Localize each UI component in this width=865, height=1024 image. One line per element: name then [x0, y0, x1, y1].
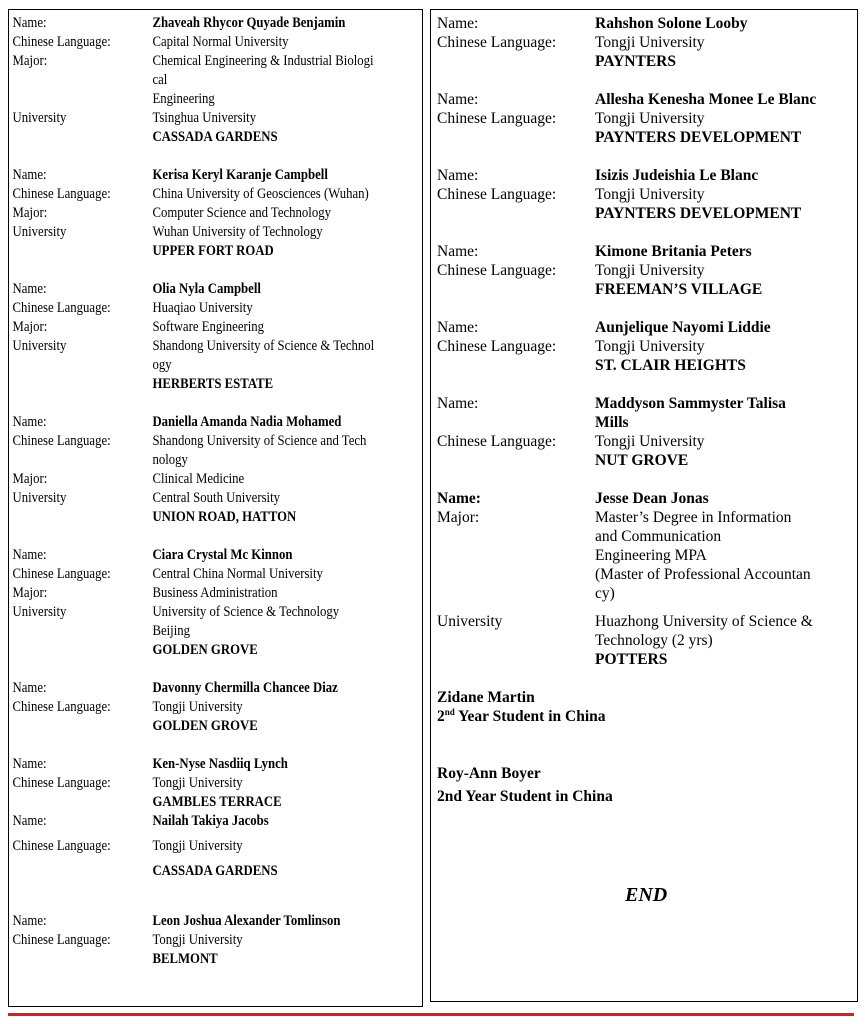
university-value: Wuhan University of Technology	[152, 224, 323, 240]
home-area: CASSADA GARDENS	[152, 863, 278, 879]
home-area: UPPER FORT ROAD	[152, 243, 274, 259]
student-entry	[9, 912, 415, 969]
major-value: Business Administration	[152, 585, 278, 601]
name-label: Name:	[12, 756, 47, 772]
major-label: Major:	[12, 205, 48, 221]
chinese-language-label: Chinese Language:	[12, 34, 111, 50]
chinese-language-label: Chinese Language:	[12, 300, 111, 316]
student-entry	[431, 166, 857, 223]
chinese-language-label: Chinese Language:	[437, 338, 557, 355]
chinese-language-university: Tongji University	[595, 433, 705, 450]
home-area: UNION ROAD, HATTON	[152, 509, 297, 525]
chinese-language-label: Chinese Language:	[437, 110, 557, 127]
chinese-language-university: Tongji University	[595, 262, 705, 279]
university-value: Shandong University of Science & Technol ogy	[152, 338, 375, 373]
student-entry	[431, 489, 857, 669]
name-label: Name:	[437, 15, 479, 32]
student-name: Allesha Kenesha Monee Le Blanc	[595, 91, 817, 108]
chinese-language-university: Tongji University	[595, 34, 705, 51]
student-entry	[9, 812, 415, 881]
student-name: Ken-Nyse Nasdiiq Lynch	[152, 756, 288, 772]
chinese-language-label: Chinese Language:	[437, 262, 557, 279]
home-area: POTTERS	[595, 651, 668, 668]
name-label: Name:	[12, 15, 47, 31]
major-value: Master’s Degree in Information and Communication Engineering MPA (Master of Professional Accountan cy)	[595, 509, 811, 602]
student-entry	[9, 546, 415, 660]
chinese-language-university: Shandong University of Science and Tech nology	[152, 433, 367, 468]
home-area: HERBERTS ESTATE	[152, 376, 274, 392]
chinese-language-label: Chinese Language:	[437, 433, 557, 450]
student-name: Rahshon Solone Looby	[595, 15, 748, 32]
home-area: GAMBLES TERRACE	[152, 794, 282, 810]
chinese-language-label: Chinese Language:	[12, 566, 111, 582]
student-entry	[431, 14, 857, 71]
student-name: Maddyson Sammyster Talisa Mills	[595, 395, 786, 431]
student-entry	[9, 280, 415, 394]
student-name: Roy-Ann Boyer	[437, 765, 541, 782]
name-label: Name:	[12, 414, 47, 430]
student-year: 2nd Year Student in China	[437, 788, 613, 805]
chinese-language-label: Chinese Language:	[12, 838, 111, 854]
chinese-language-label: Chinese Language:	[12, 775, 111, 791]
student-entry	[431, 318, 857, 375]
chinese-language-label: Chinese Language:	[12, 186, 111, 202]
chinese-language-university: Tongji University	[595, 186, 705, 203]
chinese-language-label: Chinese Language:	[12, 932, 111, 948]
university-value: University of Science & Technology Beijing	[152, 604, 340, 639]
chinese-language-label: Chinese Language:	[12, 699, 111, 715]
footer-rule	[8, 1013, 854, 1016]
end-marker: END	[625, 884, 668, 906]
left-column-content	[9, 14, 415, 969]
roy-ann-entry	[431, 764, 857, 806]
major-value: Clinical Medicine	[152, 471, 245, 487]
home-area: GOLDEN GROVE	[152, 718, 258, 734]
left-column	[8, 9, 423, 1007]
chinese-language-label: Chinese Language:	[437, 34, 557, 51]
chinese-language-university: China University of Geosciences (Wuhan)	[152, 186, 369, 202]
name-label: Name:	[12, 167, 47, 183]
home-area: GOLDEN GROVE	[152, 642, 258, 658]
student-entry	[9, 413, 415, 527]
name-label: Name:	[12, 813, 47, 829]
university-label: University	[12, 490, 67, 506]
student-name: Kimone Britania Peters	[595, 243, 752, 260]
name-label: Name:	[437, 91, 479, 108]
home-area: FREEMAN’S VILLAGE	[595, 281, 763, 298]
student-entry	[431, 394, 857, 470]
right-column	[430, 9, 858, 1002]
chinese-language-university: Central China Normal University	[152, 566, 323, 582]
major-label: Major:	[437, 509, 480, 526]
student-name: Leon Joshua Alexander Tomlinson	[152, 913, 341, 929]
major-label: Major:	[12, 471, 48, 487]
major-value: Computer Science and Technology	[152, 205, 331, 221]
major-label: Major:	[12, 319, 48, 335]
name-label: Name:	[12, 547, 47, 563]
university-value: Huazhong University of Science & Technology (2 yrs)	[595, 613, 813, 649]
name-label: Name:	[437, 319, 479, 336]
chinese-language-university: Tongji University	[152, 838, 243, 854]
chinese-language-university: Tongji University	[595, 110, 705, 127]
chinese-language-university: Capital Normal University	[152, 34, 289, 50]
student-entry	[9, 14, 415, 147]
student-name: Jesse Dean Jonas	[595, 490, 709, 507]
home-area: PAYNTERS	[595, 53, 676, 70]
chinese-language-university: Tongji University	[595, 338, 705, 355]
name-label: Name:	[437, 490, 481, 507]
home-area: PAYNTERS DEVELOPMENT	[595, 205, 802, 222]
name-label: Name:	[437, 167, 479, 184]
student-name: Isizis Judeishia Le Blanc	[595, 167, 759, 184]
student-entry	[9, 679, 415, 736]
name-label: Name:	[437, 395, 479, 412]
home-area: ST. CLAIR HEIGHTS	[595, 357, 746, 374]
home-area: NUT GROVE	[595, 452, 689, 469]
chinese-language-university: Tongji University	[152, 932, 243, 948]
university-value: Tsinghua University	[152, 110, 257, 126]
chinese-language-university: Tongji University	[152, 699, 243, 715]
major-value: Software Engineering	[152, 319, 265, 335]
student-entry	[431, 242, 857, 299]
student-name: Daniella Amanda Nadia Mohamed	[152, 414, 342, 430]
major-label: Major:	[12, 585, 48, 601]
student-name: Nailah Takiya Jacobs	[152, 813, 269, 829]
student-name: Olia Nyla Campbell	[152, 281, 261, 297]
chinese-language-university: Tongji University	[152, 775, 243, 791]
major-value: Chemical Engineering & Industrial Biologi cal Engineering	[152, 53, 374, 107]
name-label: Name:	[12, 913, 47, 929]
university-label: University	[12, 604, 67, 620]
student-name: Kerisa Keryl Karanje Campbell	[152, 167, 328, 183]
home-area: CASSADA GARDENS	[152, 129, 278, 145]
student-name: Ciara Crystal Mc Kinnon	[152, 547, 293, 563]
chinese-language-label: Chinese Language:	[12, 433, 111, 449]
student-name: Zhaveah Rhycor Quyade Benjamin	[152, 15, 346, 31]
university-label: University	[12, 224, 67, 240]
student-name: Davonny Chermilla Chancee Diaz	[152, 680, 338, 696]
university-label: University	[12, 338, 67, 354]
name-label: Name:	[12, 281, 47, 297]
university-value: Central South University	[152, 490, 281, 506]
student-entry	[431, 90, 857, 147]
student-entry	[9, 166, 415, 261]
student-name: Aunjelique Nayomi Liddie	[595, 319, 771, 336]
university-label: University	[12, 110, 67, 126]
zidane-entry	[431, 688, 857, 726]
chinese-language-label: Chinese Language:	[437, 186, 557, 203]
student-entry	[9, 755, 415, 812]
home-area: PAYNTERS DEVELOPMENT	[595, 129, 802, 146]
major-label: Major:	[12, 53, 48, 69]
name-label: Name:	[437, 243, 479, 260]
chinese-language-university: Huaqiao University	[152, 300, 253, 316]
name-label: Name:	[12, 680, 47, 696]
student-name: Zidane Martin	[437, 689, 535, 706]
university-label: University	[437, 613, 503, 630]
home-area: BELMONT	[152, 951, 218, 967]
student-year: 2nd Year Student in China	[437, 706, 606, 725]
